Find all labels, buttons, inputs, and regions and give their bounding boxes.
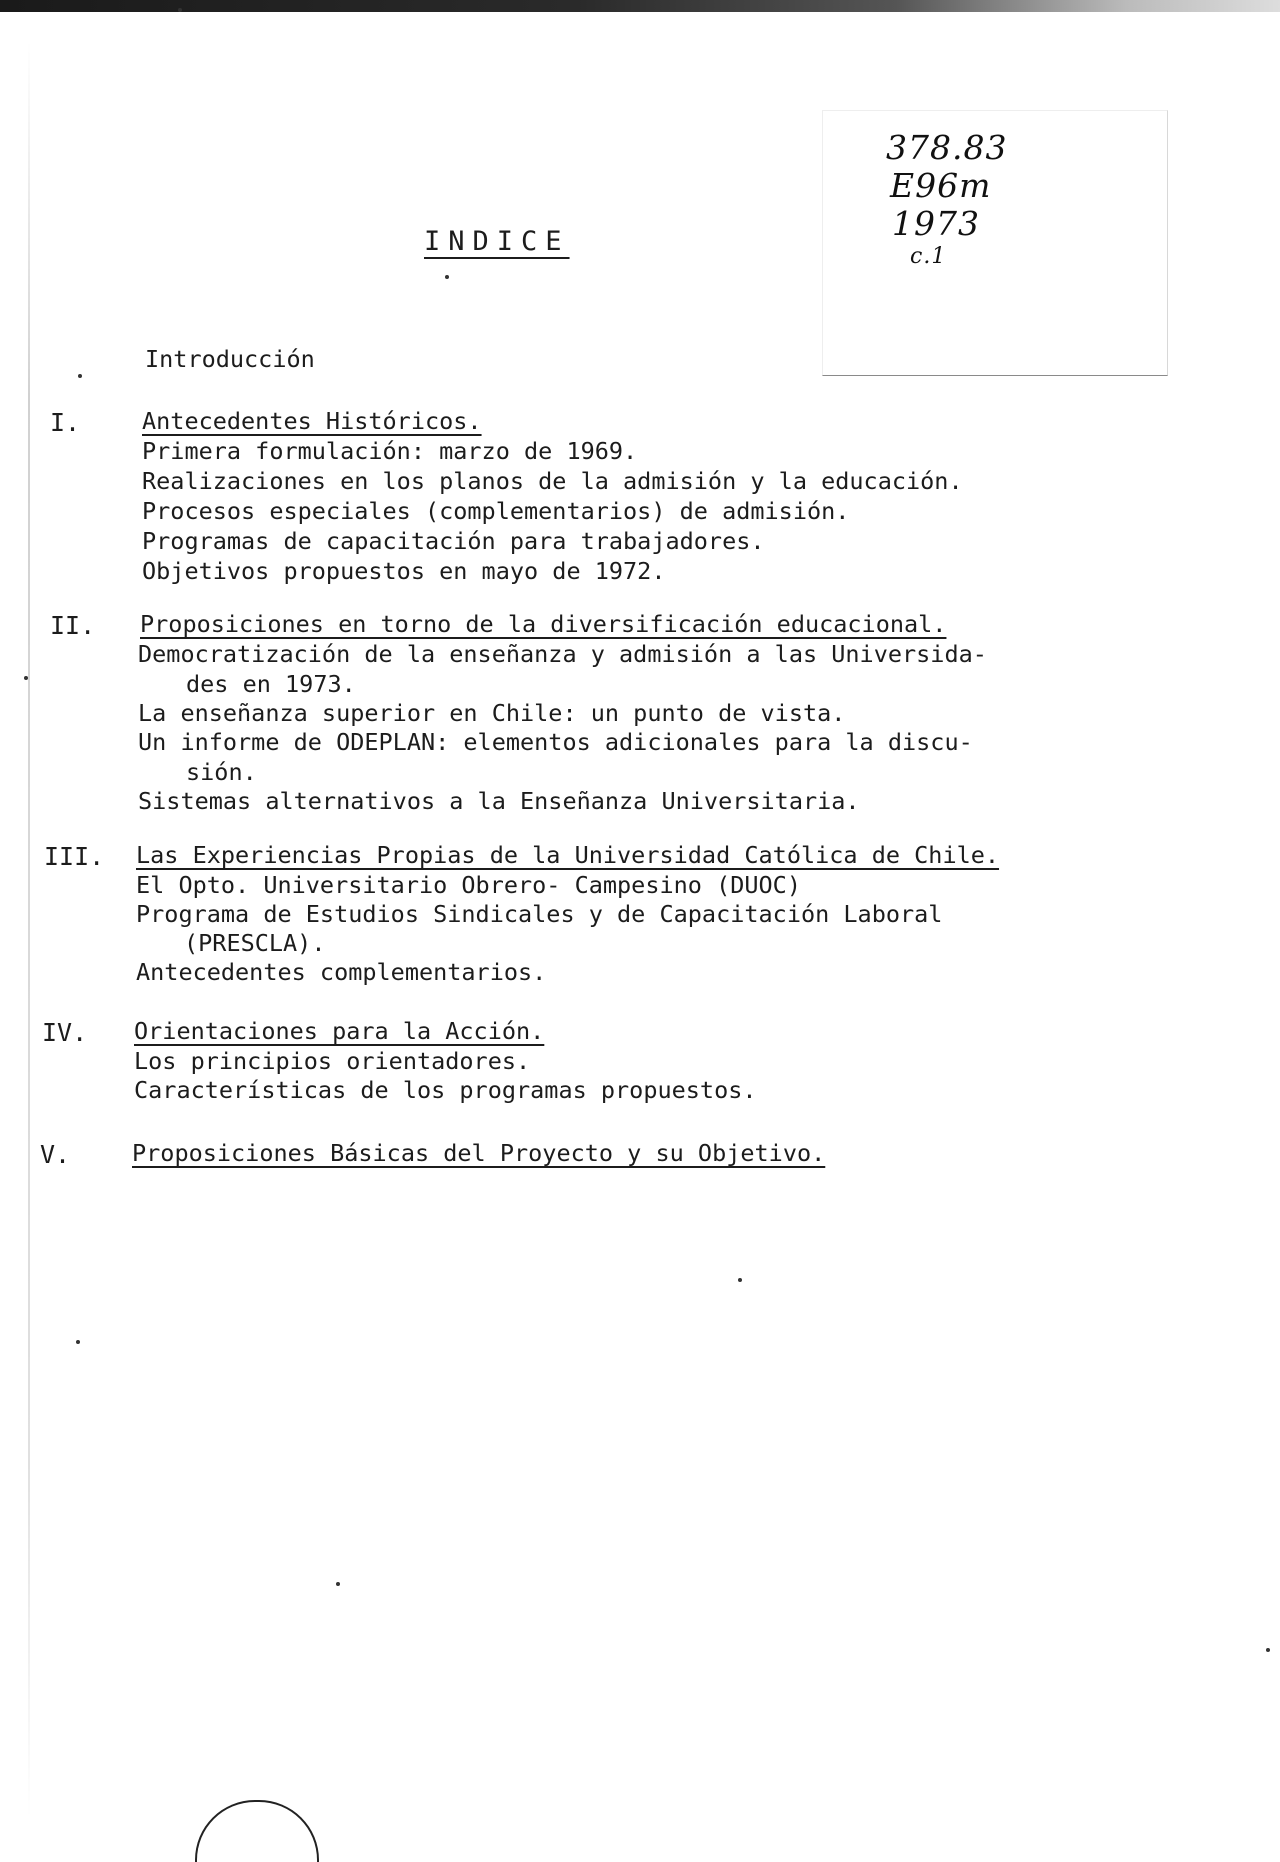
- section-numeral: IV.: [42, 1018, 88, 1047]
- section-heading: Proposiciones Básicas del Proyecto y su Objetivo.: [132, 1139, 826, 1167]
- toc-item: Los principios orientadores.: [134, 1047, 531, 1075]
- scan-speck: [1266, 1648, 1270, 1652]
- stamp-mark: [195, 1800, 319, 1862]
- scan-speck: [24, 676, 28, 680]
- toc-item: Un informe de ODEPLAN: elementos adicionales para la discu-: [138, 728, 973, 756]
- toc-item: Programas de capacitación para trabajadores.: [142, 527, 765, 555]
- section-heading: Orientaciones para la Acción.: [134, 1017, 545, 1045]
- section-heading: Proposiciones en torno de la diversificación educacional.: [140, 610, 947, 638]
- section-numeral: V.: [40, 1140, 71, 1169]
- section-numeral: I.: [50, 408, 81, 437]
- scan-speck: [76, 1340, 80, 1344]
- scan-speck: [78, 374, 82, 378]
- toc-item: sión.: [186, 758, 257, 786]
- toc-item: des en 1973.: [186, 670, 356, 698]
- copy-line: c.1: [910, 244, 947, 269]
- section-heading: Las Experiencias Propias de la Universidad Católica de Chile.: [136, 841, 1000, 869]
- page-title: INDICE: [424, 226, 570, 257]
- scan-edge-left: [28, 40, 30, 1820]
- section-heading: Antecedentes Históricos.: [142, 407, 482, 435]
- toc-item: Características de los programas propuestos.: [134, 1076, 757, 1104]
- toc-item: (PRESCLA).: [184, 929, 326, 957]
- section-numeral: II.: [50, 611, 96, 640]
- toc-item: Sistemas alternativos a la Enseñanza Universitaria.: [138, 787, 860, 815]
- call-number-line: 378.83: [886, 128, 1008, 167]
- toc-item: Realizaciones en los planos de la admisión y la educación.: [142, 467, 963, 495]
- scan-speck: [738, 1278, 742, 1282]
- toc-item: Objetivos propuestos en mayo de 1972.: [142, 557, 666, 585]
- cutter-number-line: E96m: [890, 166, 992, 205]
- scan-speck: [178, 8, 182, 12]
- toc-item: El Opto. Universitario Obrero- Campesino (DUOC): [136, 871, 801, 899]
- toc-item: Programa de Estudios Sindicales y de Capacitación Laboral: [136, 900, 943, 928]
- toc-item: Primera formulación: marzo de 1969.: [142, 437, 638, 465]
- scan-speck: [445, 275, 449, 279]
- toc-item: Antecedentes complementarios.: [136, 958, 547, 986]
- section-numeral: III.: [44, 842, 105, 871]
- toc-item: Procesos especiales (complementarios) de admisión.: [142, 497, 850, 525]
- year-line: 1973: [892, 204, 980, 243]
- scan-speck: [336, 1582, 340, 1586]
- introduction-entry: Introducción: [145, 345, 315, 373]
- toc-item: Democratización de la enseñanza y admisión a las Universida-: [138, 640, 987, 668]
- scan-edge-top: [0, 0, 1280, 12]
- toc-item: La enseñanza superior en Chile: un punto de vista.: [138, 699, 846, 727]
